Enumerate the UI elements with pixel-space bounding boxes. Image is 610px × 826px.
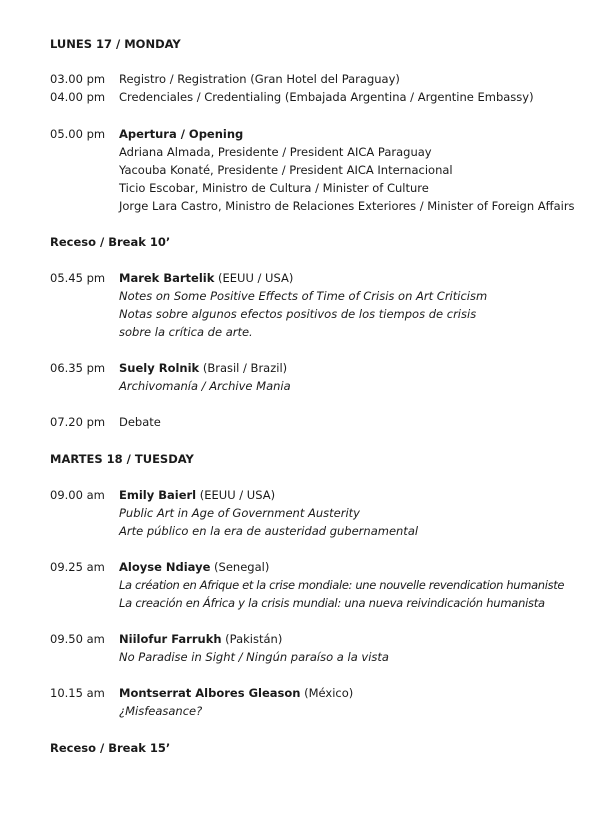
speaker: Adriana Almada, Presidente / President AICA Paraguay — [119, 145, 432, 159]
speaker-name: Niilofur Farrukh — [119, 632, 222, 646]
tuesday-heading: MARTES 18 / TUESDAY — [50, 452, 194, 466]
talk-title: Arte público en la era de austeridad gubernamental — [119, 524, 419, 538]
speaker-name: Emily Baierl — [119, 488, 197, 502]
speaker-origin: (Senegal) — [210, 560, 270, 574]
speaker-origin: (Pakistán) — [221, 632, 283, 646]
speaker-block — [119, 684, 353, 702]
speaker: Yacouba Konaté, Presidente / President AICA Internacional — [119, 163, 453, 177]
speaker-block — [119, 558, 269, 576]
speaker-name: Montserrat Albores Gleason — [119, 686, 301, 700]
speaker-block — [119, 359, 287, 377]
time: 07.20 pm — [50, 415, 106, 429]
talk-title: Public Art in Age of Government Austerity — [119, 506, 360, 520]
talk-title: No Paradise in Sight / Ningún paraíso a la vista — [119, 650, 389, 664]
time: 09.50 am — [50, 632, 105, 646]
speaker: Jorge Lara Castro, Ministro de Relaciones Exteriores / Minister of Foreign Affairs — [119, 199, 575, 213]
talk-title: Archivomanía / Archive Mania — [119, 379, 291, 393]
speaker-name: Suely Rolnik — [119, 361, 200, 375]
time: 09.00 am — [50, 488, 105, 502]
talk-title: sobre la crítica de arte. — [119, 325, 253, 339]
speaker-origin: (Brasil / Brazil) — [199, 361, 288, 375]
talk-title: La creación en África y la crisis mundial: una nueva reivindicación humanista — [119, 596, 545, 610]
time: 09.25 am — [50, 560, 105, 574]
speaker-origin: (México) — [300, 686, 354, 700]
event-text: Debate — [119, 415, 161, 429]
time: 03.00 pm — [50, 72, 106, 86]
speaker-name: Marek Bartelik — [119, 271, 215, 285]
speaker-block — [119, 486, 275, 504]
speaker-block — [119, 630, 282, 648]
time: 06.35 pm — [50, 361, 106, 375]
event-text: Registro / Registration (Gran Hotel del Paraguay) — [119, 72, 400, 86]
time: 05.45 pm — [50, 271, 106, 285]
talk-title: Notes on Some Positive Effects of Time of Crisis on Art Criticism — [119, 289, 488, 303]
talk-title: ¿Misfeasance? — [119, 704, 203, 718]
event-title: Apertura / Opening — [119, 127, 244, 141]
speaker-block — [119, 269, 293, 287]
talk-title: Notas sobre algunos efectos positivos de los tiempos de crisis — [119, 307, 477, 321]
event-text: Credenciales / Credentialing (Embajada Argentina / Argentine Embassy) — [119, 90, 534, 104]
time: 05.00 pm — [50, 127, 106, 141]
speaker: Ticio Escobar, Ministro de Cultura / Minister of Culture — [119, 181, 429, 195]
break-label: Receso / Break 15’ — [50, 741, 171, 755]
talk-title: La création en Afrique et la crise mondiale: une nouvelle revendication humaniste — [119, 578, 565, 592]
speaker-origin: (EEUU / USA) — [214, 271, 294, 285]
time: 10.15 am — [50, 686, 105, 700]
speaker-origin: (EEUU / USA) — [196, 488, 276, 502]
break-label: Receso / Break 10’ — [50, 235, 171, 249]
time: 04.00 pm — [50, 90, 106, 104]
speaker-name: Aloyse Ndiaye — [119, 560, 211, 574]
monday-heading: LUNES 17 / MONDAY — [50, 37, 181, 51]
